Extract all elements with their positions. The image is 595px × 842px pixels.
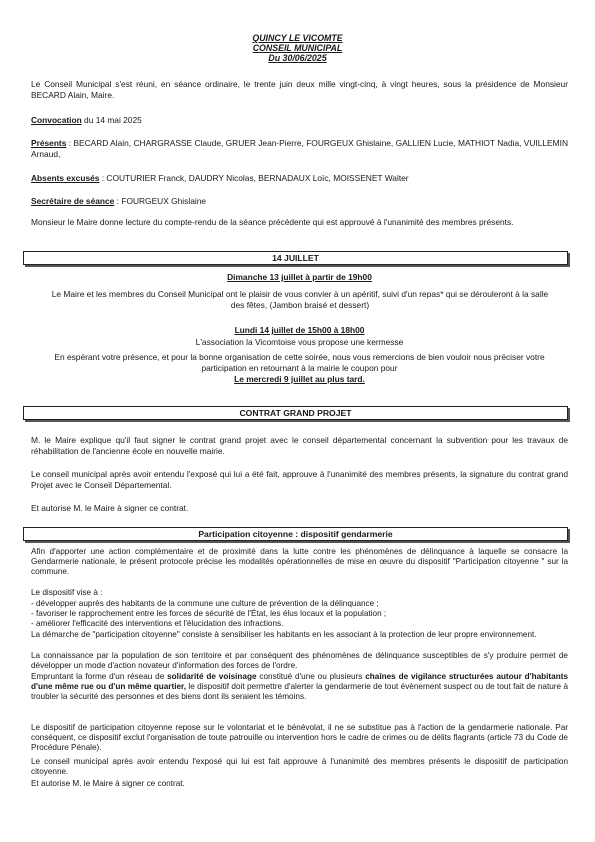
list-item: - développer auprès des habitants de la commune une culture de prévention de la délinquance ; <box>31 599 379 608</box>
participation-paragraph-6: Le conseil municipal après avoir entendu l'exposé qui lui est fait approuve à l'unanimité des membres présents le dispositif de participation citoyenne. <box>31 757 568 777</box>
p4-part-b: solidarité de voisinage <box>167 672 257 681</box>
participation-paragraph-7: Et autorise M. le Maire à signer ce contrat. <box>31 779 185 788</box>
lecture-paragraph: Monsieur le Maire donne lecture du compte-rendu de la séance précédente qui est approuvé à l'unanimité des membres présents. <box>31 217 514 227</box>
participation-paragraph-3: La connaissance par la population de son territoire et par conséquent des phénomènes de délinquance susceptibles de s'y produire permet de développer un mode d'action novateur d'information des forces de l'ordre. <box>31 651 568 671</box>
convocation-value: du 14 mai 2025 <box>81 115 142 125</box>
dimanche-text: Le Maire et les membres du Conseil Municipal ont le plaisir de vous convier à un apéritif, suivi d'un repas* qui se dérouleront à la salle des fêtes, (Jambon braisé et dessert) <box>51 289 549 310</box>
contrat-paragraph-2: Le conseil municipal après avoir entendu l'exposé qui lui a été fait, approuve à l'unanimité des membres présents, la signature du contrat grand Projet avec le Conseil Départemental. <box>31 469 568 490</box>
participation-paragraph-2: La démarche de "participation citoyenne" consiste à sensibiliser les habitants en les associant à la protection de leur propre environnement. <box>31 630 537 639</box>
lundi-text: L'association la Vicomtoise vous propose une kermesse <box>195 337 404 347</box>
absents-value: : COUTURIER Franck, DAUDRY Nicolas, BERNADAUX Loïc, MOISSENET Walter <box>99 173 409 183</box>
lundi-heading: Lundi 14 juillet de 15h00 à 18h00 <box>234 325 365 335</box>
secretaire-label: Secrétaire de séance <box>31 196 115 206</box>
participation-paragraph-4 <box>31 672 568 702</box>
deadline-text: Le mercredi 9 juillet au plus tard. <box>234 374 365 384</box>
convocation-label: Convocation <box>31 115 82 125</box>
section-title-contrat: CONTRAT GRAND PROJET <box>23 406 568 420</box>
header-commune: QUINCY LE VICOMTE <box>252 33 343 43</box>
presents-label: Présents <box>31 138 67 148</box>
header-council: CONSEIL MUNICIPAL <box>252 43 343 53</box>
participation-paragraph-1: Afin d'apporter une action complémentaire et de proximité dans la lutte contre les phénomènes de délinquance à laquelle se consacre la Gendarmerie nationale, le présent protocole précise les modalités opérationnelles de mise en œuvre du dispositif "Participation citoyenne " sur la commune. <box>31 547 568 577</box>
contrat-paragraph-1: M. le Maire explique qu'il faut signer le contrat grand projet avec le conseil départemental concernant la subvention pour les travaux de réhabilitation de l'ancienne école en nouvelle mairie. <box>31 435 568 456</box>
section-title-juillet: 14 JUILLET <box>23 251 568 265</box>
absents-line <box>31 173 568 184</box>
participation-list <box>31 599 568 629</box>
presents-value: : BECARD Alain, CHARGRASSE Claude, GRUER Jean-Pierre, FOURGEUX Ghislaine, GALLIEN Lucie, MATHIOT Nadia, VUILLEMIN Arnaud, <box>31 138 568 159</box>
section-title-participation: Participation citoyenne : dispositif gendarmerie <box>23 527 568 541</box>
presents-line <box>31 138 568 159</box>
p4-part-a: Empruntant la forme d'un réseau de <box>31 672 168 681</box>
secretaire-value: : FOURGEUX Ghislaine <box>114 196 207 206</box>
dimanche-heading: Dimanche 13 juillet à partir de 19h00 <box>227 272 372 282</box>
p4-part-c: constitué d'une ou plusieurs <box>256 672 366 681</box>
p4-part-e: le dispositif doit permettre d'alerter la gendarmerie de tout évènement suspect ou de tout fait de nature à troubler la sécurité des personnes et des biens dont ils seraient les témoins. <box>31 682 568 702</box>
header-date: Du 30/06/2025 <box>268 53 327 63</box>
list-item: - favoriser le rapprochement entre les forces de sécurité de l'État, les élus locaux et la population ; <box>31 609 387 619</box>
convocation-line <box>31 115 568 126</box>
esperant-text: En espérant votre présence, et pour la bonne organisation de cette soirée, nous vous remercions de bien vouloir nous préciser votre participation en retournant à la mairie le coupon pour <box>54 352 545 373</box>
intro-paragraph: Le Conseil Municipal s'est réuni, en séance ordinaire, le trente juin deux mille vingt-cinq, à vingt heures, sous la présidence de Monsieur BECARD Alain, Maire. <box>31 79 568 100</box>
p4-part-d: chaînes de vigilance structurées autour d'habitants d'une même rue ou d'un même quartier, <box>31 672 568 692</box>
participation-vise: Le dispositif vise à : <box>31 588 103 597</box>
absents-label: Absents excusés <box>31 173 100 183</box>
contrat-paragraph-3: Et autorise M. le Maire à signer ce contrat. <box>31 503 189 513</box>
list-item: - améliorer l'efficacité des interventions et l'élucidation des infractions. <box>31 619 284 629</box>
participation-paragraph-5: Le dispositif de participation citoyenne repose sur le volontariat et le bénévolat, il ne se substitue pas à l'action de la gendarmerie nationale. Par conséquent, ce dispositif exclut l'organisation de toute patrouille ou intervention hors le cadre de crimes ou de délits flagrants (article 73 du Code de Procédure Pénale). <box>31 723 568 753</box>
secretaire-line <box>31 196 568 207</box>
